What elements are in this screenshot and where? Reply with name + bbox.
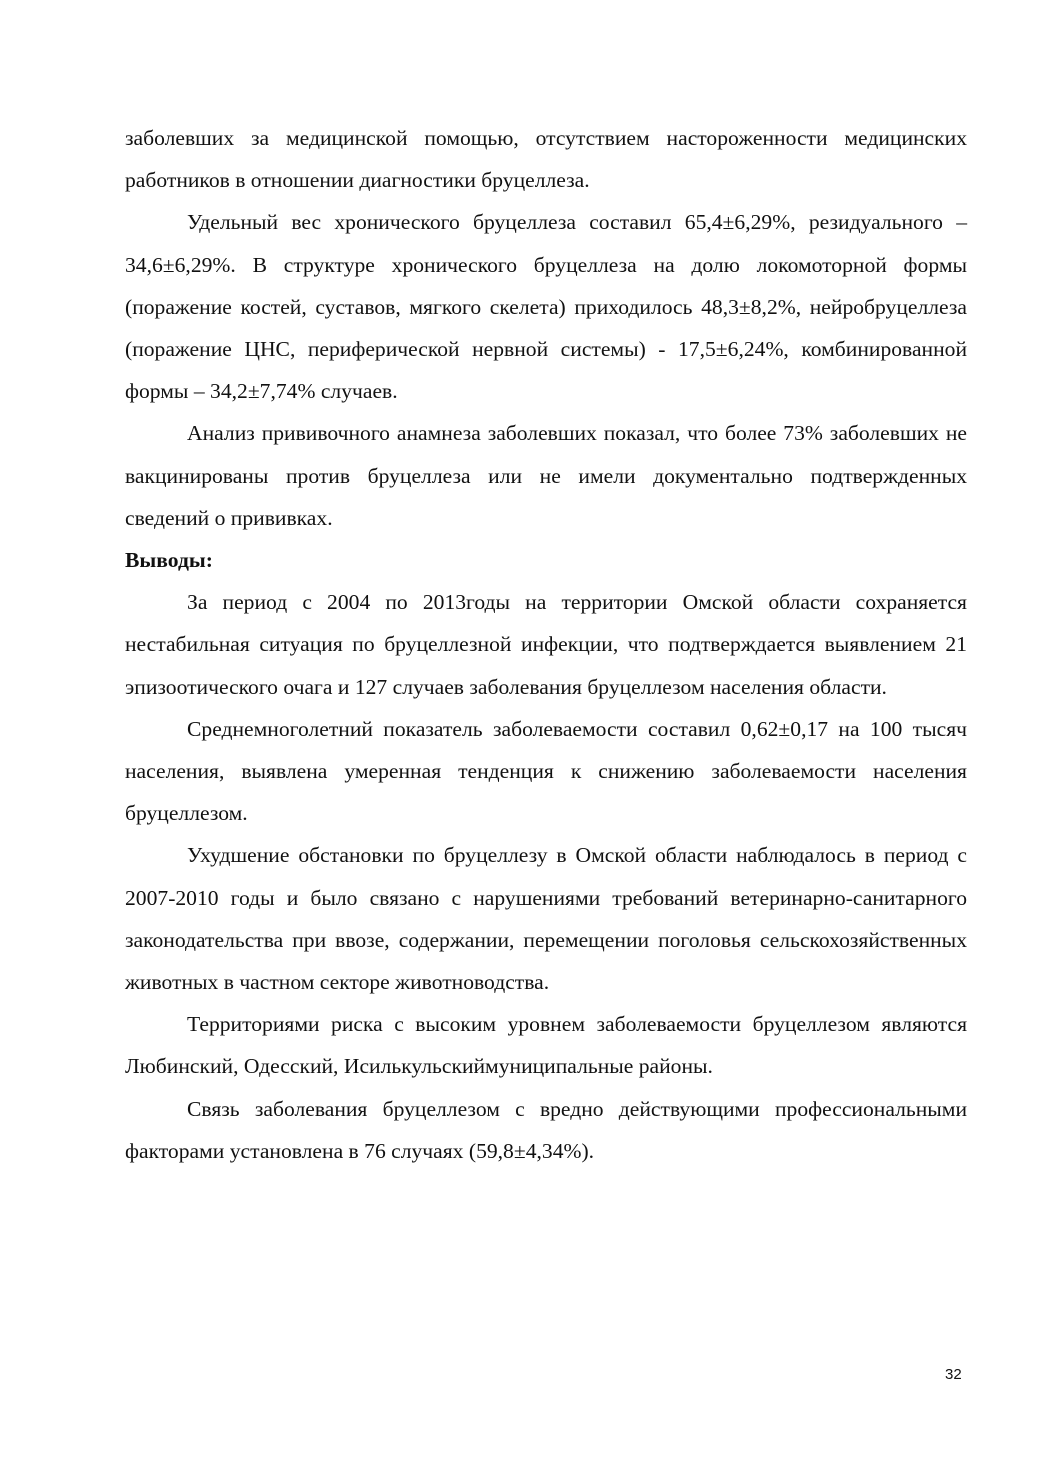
conclusion-item: Среднемноголетний показатель заболеваемости составил 0,62±0,17 на 100 тысяч населения, выявлена умеренная тенденция к снижению заболеваемости населения бруцеллезом. bbox=[125, 716, 967, 826]
conclusion-item: Территориями риска с высоким уровнем заболеваемости бруцеллезом являются Любинский, Одесский, Исилькульскиймуниципальные районы. bbox=[125, 1012, 967, 1079]
page-number: 32 bbox=[945, 1366, 962, 1383]
page-body bbox=[125, 117, 967, 1172]
paragraph-chronic-share: Удельный вес хронического бруцеллеза составил 65,4±6,29%, резидуального – 34,6±6,29%. В структуре хронического бруцеллеза на долю локомоторной формы (поражение костей, суставов, мягкого скелета) приходилось 48,3±8,2%, нейробруцеллеза (поражение ЦНС, периферической нервной системы) - 17,5±6,24%, комбинированной формы – 34,2±7,74% случаев. bbox=[125, 210, 967, 404]
conclusion-item: За период с 2004 по 2013годы на территории Омской области сохраняется нестабильная ситуация по бруцеллезной инфекции, что подтверждается выявлением 21 эпизоотического очага и 127 случаев заболевания бруцеллезом населения области. bbox=[125, 590, 967, 699]
conclusions-heading: Выводы: bbox=[125, 548, 213, 573]
paragraph-vaccination: Анализ прививочного анамнеза заболевших показал, что более 73% заболевших не вакцинированы против бруцеллеза или не имели документально подтвержденных сведений о прививках. bbox=[125, 421, 967, 530]
paragraph-continuation: заболевших за медицинской помощью, отсутствием настороженности медицинских работников в отношении диагностики бруцеллеза. bbox=[125, 126, 967, 193]
conclusion-item: Ухудшение обстановки по бруцеллезу в Омской области наблюдалось в период с 2007-2010 годы и было связано с нарушениями требований ветеринарно-санитарного законодательства при ввозе, содержании, перемещении поголовья сельскохозяйственных животных в частном секторе животноводства. bbox=[125, 843, 967, 995]
conclusion-item: Связь заболевания бруцеллезом с вредно действующими профессиональными факторами установлена в 76 случаях (59,8±4,34%). bbox=[125, 1096, 967, 1163]
